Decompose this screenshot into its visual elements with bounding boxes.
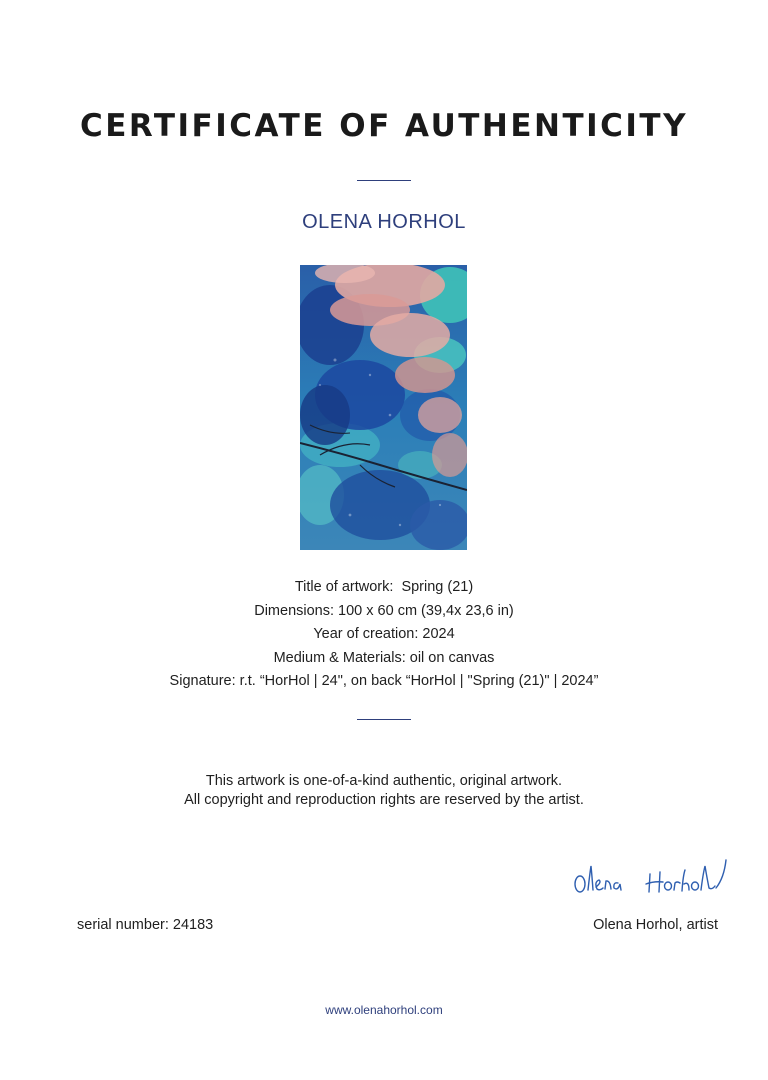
artist-name: OLENA HORHOL: [302, 211, 466, 233]
top-divider: [357, 180, 411, 181]
artwork-details: [0, 576, 768, 694]
statement-line-2: All copyright and reproduction rights are reserved by the artist.: [184, 792, 584, 808]
artwork-title: Title of artwork: Spring (21): [294, 579, 474, 595]
certificate-title: CERTIFICATE OF AUTHENTICITY: [79, 108, 689, 144]
artwork-image: [300, 265, 467, 550]
handwritten-signature: [566, 852, 734, 904]
artwork-year: Year of creation: 2024: [313, 626, 455, 642]
serial-number: serial number: 24183: [77, 917, 214, 933]
artwork-dimensions: Dimensions: 100 x 60 cm (39,4x 23,6 in): [254, 602, 514, 619]
artwork-signature-info: Signature: r.t. “HorHol | 24", on back “HorHol | "Spring (21)" | 2024”: [169, 673, 599, 689]
artist-caption: Olena Horhol, artist: [593, 917, 718, 933]
artwork-medium: Medium & Materials: oil on canvas: [273, 649, 495, 666]
website-link[interactable]: www.olenahorhol.com: [325, 1003, 443, 1017]
authenticity-statement: [0, 772, 768, 810]
middle-divider: [357, 719, 411, 720]
statement-line-1: This artwork is one-of-a-kind authentic, original artwork.: [205, 773, 563, 789]
